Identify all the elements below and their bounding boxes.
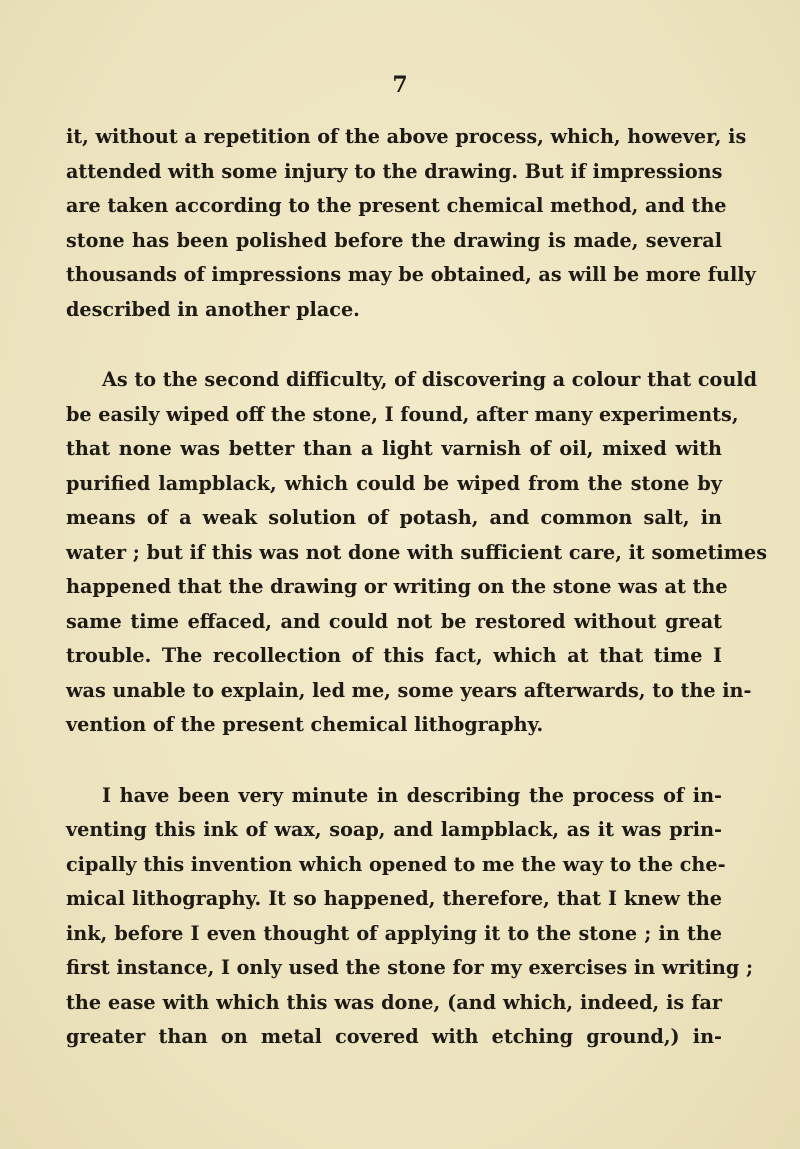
- text-line: happened that the drawing or writing on the stone was at the: [66, 575, 728, 598]
- text-line: attended with some injury to the drawing. But if impressions: [66, 159, 723, 183]
- text-line: the ease with which this was done, (and which, indeed, is far: [66, 990, 722, 1014]
- text-line: ink, before I even thought of applying it to the stone ; in the: [66, 921, 722, 945]
- text-line: that none was better than a light varnish of oil, mixed with: [66, 437, 722, 460]
- text-line: it, without a repetition of the above process, which, however, is: [66, 125, 747, 148]
- text-line: first instance, I only used the stone for my exercises in writing ;: [66, 956, 754, 979]
- page-number: 7: [392, 72, 408, 98]
- text-line: water ; but if this was not done with sufficient care, it sometimes: [66, 540, 768, 564]
- body-text: [66, 120, 768, 1055]
- paragraph-2: [66, 363, 768, 743]
- text-line: be easily wiped off the stone, I found, after many experiments,: [66, 402, 739, 426]
- text-line: greater than on metal covered with etching ground,) in-: [66, 1025, 722, 1048]
- text-line: are taken according to the present chemical method, and the: [66, 194, 727, 217]
- text-line: thousands of impressions may be obtained, as will be more fully: [66, 263, 756, 286]
- text-line: stone has been polished before the drawing is made, several: [66, 228, 722, 252]
- paragraph-3: [66, 779, 754, 1055]
- text-line: cipally this invention which opened to me the way to the che-: [66, 852, 726, 876]
- paragraph-1: [66, 120, 756, 327]
- text-line: vention of the present chemical lithography.: [66, 713, 544, 736]
- text-line: I have been very minute in describing the process of in-: [102, 783, 722, 807]
- text-line: described in another place.: [66, 297, 360, 321]
- text-line: As to the second difficulty, of discovering a colour that could: [102, 368, 758, 391]
- text-line: trouble. The recollection of this fact, which at that time I: [66, 644, 722, 667]
- text-line: venting this ink of wax, soap, and lampblack, as it was prin-: [66, 818, 722, 841]
- text-line: mical lithography. It so happened, therefore, that I knew the: [66, 887, 722, 910]
- text-line: same time effaced, and could not be restored without great: [66, 609, 722, 633]
- text-line: means of a weak solution of potash, and common salt, in: [66, 506, 722, 529]
- text-line: was unable to explain, led me, some years afterwards, to the in-: [66, 678, 752, 702]
- text-line: purified lampblack, which could be wiped from the stone by: [66, 471, 722, 495]
